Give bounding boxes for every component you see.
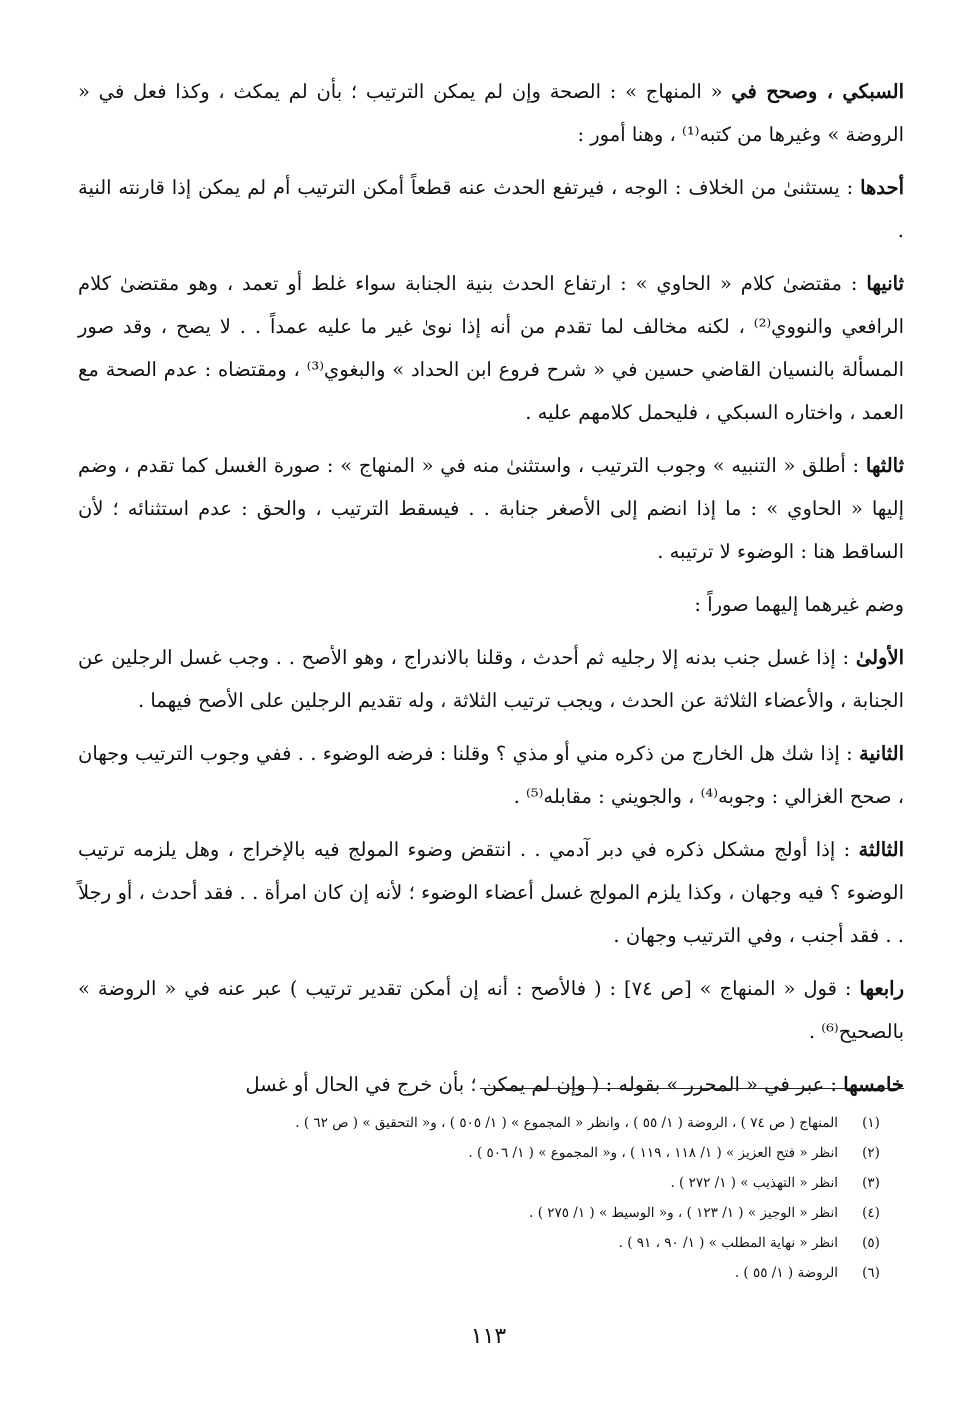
footnote-text: الروضة ( ١/ ٥٥ ) . — [734, 1265, 838, 1281]
paragraph-text: : مقتضىٰ كلام « الحاوي » : ارتفاع الحدث بنية الجنابة سواء غلط أو تعمد ، وهو مقتضىٰ كلام الرافعي والنووي⁽²⁾ ، لكنه مخالف لما تقدم من أنه إذا نوىٰ غير ما عليه عمداً . . لا يصح ، وقد صور المسألة بالنسيان القاضي حسين في « شرح فروع ابن الحداد » والبغوي⁽³⁾ ، ومقتضاه : عدم الصحة مع العمد ، واختاره السبكي ، فليحمل كلامهم عليه . — [78, 272, 905, 424]
footnote — [78, 1198, 904, 1228]
footnote — [78, 1108, 904, 1138]
footnote-number: (٦) — [862, 1265, 880, 1281]
paragraph-lead: السبكي ، وصحح في — [731, 80, 904, 103]
footnote-number: (٣) — [862, 1175, 880, 1191]
paragraph-lead: خامسها — [843, 1073, 904, 1096]
paragraph-text: « المنهاج » : الصحة وإن لم يمكن الترتيب ؛ بأن لم يمكث ، وكذا فعل في « الروضة » وغيرها من كتبه⁽¹⁾ ، وهنا أمور : — [78, 80, 904, 146]
paragraph-lead: الثانية — [859, 742, 904, 765]
paragraph-text: : أطلق « التنبيه » وجوب الترتيب ، واستثنىٰ منه في « المنهاج » : صورة الغسل كما تقدم ، وضم إليها « الحاوي » : ما إذا انضم إلى الأصغر جنابة . . فيسقط الترتيب ، والحق : عدم استثنائه ؛ لأن الساقط هنا : الوضوء لا ترتيبه . — [78, 454, 904, 563]
footnote-number: (٤) — [862, 1205, 880, 1221]
paragraph-lead: الأولىٰ — [855, 646, 904, 669]
footnote-text: المنهاج ( ص ٧٤ ) ، الروضة ( ١/ ٥٥ ) ، وانظر « المجموع » ( ١/ ٥٠٥ ) ، و« التحقيق » ( ص ٦٢ ) . — [295, 1115, 838, 1131]
paragraph — [78, 967, 904, 1053]
paragraph — [78, 444, 904, 573]
paragraph — [78, 70, 904, 156]
footnote-text: انظر « فتح العزيز » ( ١/ ١١٨ ، ١١٩ ) ، و« المجموع » ( ١/ ٥٠٦ ) . — [468, 1145, 838, 1161]
paragraph-lead: رابعها — [859, 977, 904, 1000]
paragraph-text: : إذا شك هل الخارج من ذكره مني أو مذي ؟ وقلنا : فرضه الوضوء . . ففي وجوب الترتيب وجهان ، صحح الغزالي : وجوبه⁽⁴⁾ ، والجويني : مقابله⁽⁵⁾ . — [78, 742, 904, 808]
paragraph-text: وضم غيرهما إليهما صوراً : — [694, 593, 904, 616]
paragraph — [78, 636, 904, 722]
paragraph-text: : قول « المنهاج » [ص ٧٤] : ( فالأصح : أنه إن أمكن تقدير ترتيب ) عبر عنه في « الروضة » بالصحيح⁽⁶⁾ . — [78, 977, 904, 1043]
paragraph — [78, 262, 904, 434]
paragraph — [78, 1063, 904, 1106]
page-number: ١١٣ — [470, 1324, 507, 1349]
footnote-text: انظر « نهاية المطلب » ( ١/ ٩٠ ، ٩١ ) . — [618, 1235, 838, 1251]
footnotes — [78, 1108, 904, 1288]
paragraph-text: : إذا أولج مشكل ذكره في دبر آدمي . . انتقض وضوء المولج فيه بالإخراج ، وهل يلزمه ترتيب الوضوء ؟ فيه وجهان ، وكذا يلزم المولج غسل أعضاء الوضوء ؛ لأنه إن كان امرأة . . فقد أحدث ، أو رجلاً . . فقد أجنب ، وفي الترتيب وجهان . — [78, 838, 904, 947]
paragraph-lead: ثانيها — [866, 272, 904, 295]
footnote-divider — [480, 1088, 904, 1089]
paragraph-text: : يستثنىٰ من الخلاف : الوجه ، فيرتفع الحدث عنه قطعاً أمكن الترتيب أم لم يمكن إذا قارنته النية . — [78, 176, 904, 242]
footnote-number: (٥) — [862, 1235, 880, 1251]
paragraph-text: : عبر في « المحرر » بقوله : ( وإن لم يمكن ؛ بأن خرج في الحال أو غسل — [245, 1073, 844, 1096]
paragraph-lead: أحدها — [860, 176, 904, 199]
footnote — [78, 1258, 904, 1288]
paragraph — [78, 583, 904, 626]
paragraph — [78, 828, 904, 957]
footnote — [78, 1168, 904, 1198]
footnote-number: (٢) — [862, 1145, 880, 1161]
paragraph — [78, 732, 904, 818]
footnote-text: انظر « الوجيز » ( ١/ ١٢٣ ) ، و« الوسيط » ( ١/ ٢٧٥ ) . — [529, 1205, 838, 1221]
footnote-number: (١) — [862, 1115, 880, 1131]
paragraph — [78, 166, 904, 252]
paragraph-text: : إذا غسل جنب بدنه إلا رجليه ثم أحدث ، وقلنا بالاندراج ، وهو الأصح . . وجب غسل الرجلين عن الجنابة ، والأعضاء الثلاثة عن الحدث ، ويجب ترتيب الثلاثة ، وله تقديم الرجلين على الأصح فيهما . — [78, 646, 904, 712]
main-text — [78, 70, 904, 1106]
footnote — [78, 1138, 904, 1168]
paragraph-lead: الثالثة — [858, 838, 904, 861]
paragraph-lead: ثالثها — [865, 454, 904, 477]
footnote — [78, 1228, 904, 1258]
footnote-text: انظر « التهذيب » ( ١/ ٢٧٢ ) . — [670, 1175, 838, 1191]
page-body — [78, 70, 904, 1116]
